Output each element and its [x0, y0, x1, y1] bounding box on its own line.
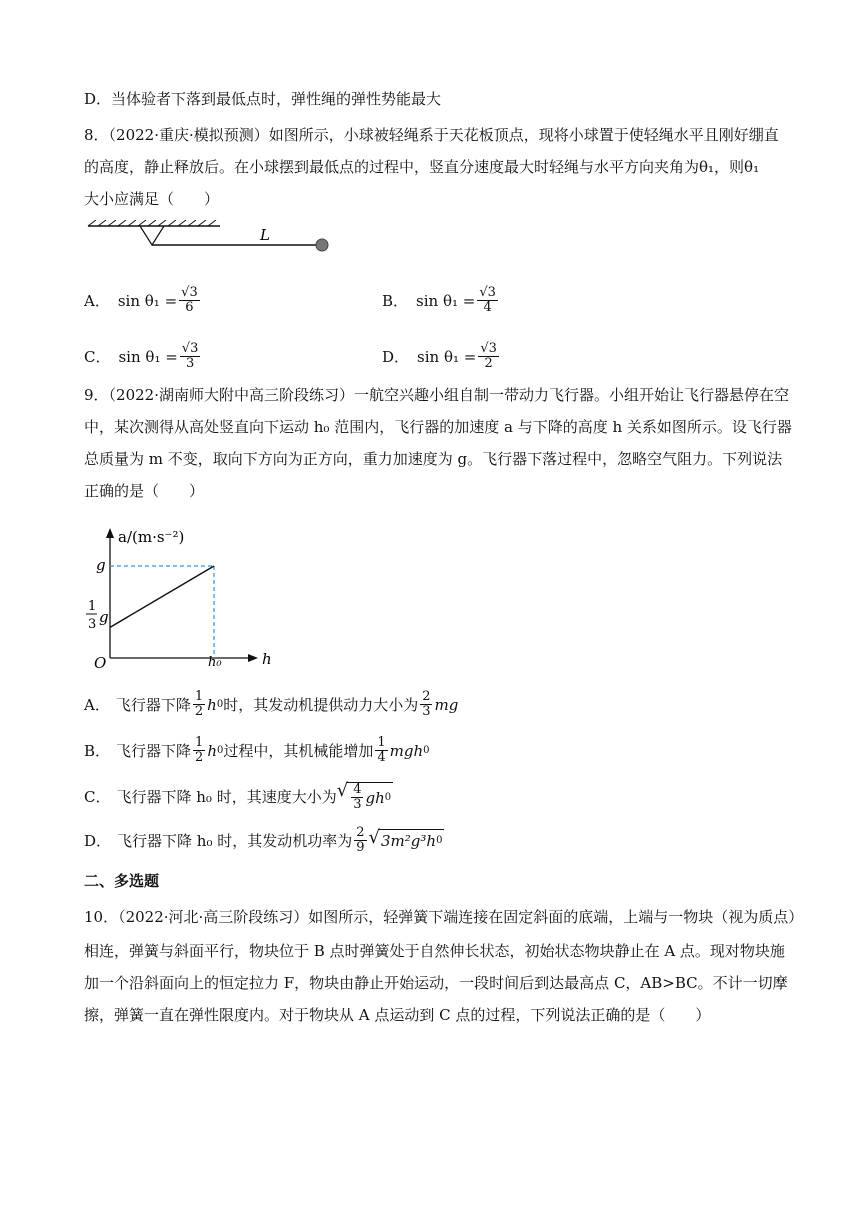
fraction: $\frac{√3}{6}$: [181, 285, 198, 315]
q8-option-c[interactable]: C． sin θ₁ = $\frac{√3}{3}$: [84, 341, 199, 371]
fraction: $\frac{√3}{4}$: [479, 285, 496, 315]
y-start-den: 3: [88, 617, 97, 632]
q8-option-b[interactable]: B． sin θ₁ = $\frac{√3}{4}$: [382, 285, 496, 315]
q10-stem-line1: 10．（2022·河北·高三阶段练习）如图所示，轻弹簧下端连接在固定斜面的底端，上端与一物块（视为质点）: [84, 908, 804, 926]
q9-stem-line1: 9．（2022·湖南师大附中高三阶段练习）一航空兴趣小组自制一带动力飞行器。小组开始让飞行器悬停在空: [84, 386, 789, 404]
pivot-support: [140, 226, 164, 245]
q10-stem-line2: 相连，弹簧与斜面平行，物块位于 B 点时弹簧处于自然伸长状态，初始状态物块静止在 A 点。现对物块施: [84, 942, 785, 960]
q8-stem-line2: 的高度，静止释放后。在小球摆到最低点的过程中，竖直分速度最大时轻绳与水平方向夹角为θ₁，则θ₁: [84, 158, 760, 176]
ball: [316, 239, 328, 251]
q8-stem-line1: 8．（2022·重庆·模拟预测）如图所示，小球被轻绳系于天花板顶点，现将小球置于使轻绳水平且刚好绷直: [84, 126, 779, 144]
x-axis-label: h: [262, 650, 272, 668]
q8-pendulum-figure: [84, 220, 344, 262]
y-axis-arrow: [106, 528, 114, 538]
q10-stem-line4: 擦，弹簧一直在弹性限度内。对于物块从 A 点运动到 C 点的过程，下列说法正确的是（ ）: [84, 1006, 711, 1024]
q9-acceleration-graph: [84, 518, 284, 678]
section-heading: 二、多选题: [84, 872, 160, 890]
rope-length-label: L: [260, 226, 270, 244]
x-end-label: h₀: [208, 655, 222, 670]
sqrt: √ $\frac{4}{3}$ gh 0: [336, 780, 392, 812]
x-axis-arrow: [248, 654, 258, 662]
y-axis-label: a/(m·s⁻²): [118, 528, 185, 546]
acceleration-line: [110, 566, 214, 627]
q9-option-c[interactable]: C． 飞行器下降 h₀ 时，其速度大小为 √ $\frac{4}{3}$ gh 0: [84, 780, 392, 812]
q8-stem-line3: 大小应满足（ ）: [84, 190, 220, 208]
q9-stem-line2: 中，某次测得从高处竖直向下运动 h₀ 范围内，飞行器的加速度 a 与下降的高度 h 关系如图所示。设飞行器: [84, 418, 792, 436]
q9-option-d[interactable]: D． 飞行器下降 h₀ 时，其发动机功率为 $\frac{2}{9}$ √ 3m²g³h 0: [84, 825, 443, 855]
q9-option-b[interactable]: B． 飞行器下降 $\frac{1}{2}$ h 0 过程中，其机械能增加 $\frac{1}{4}$ mgh 0: [84, 735, 430, 765]
q8-option-d[interactable]: D． sin θ₁ = $\frac{√3}{2}$: [382, 341, 497, 371]
y-start-g: g: [99, 608, 109, 626]
q8-option-a[interactable]: A． sin θ₁ = $\frac{√3}{6}$: [84, 285, 198, 315]
q9-stem-line3: 总质量为 m 不变，取向下方向为正方向，重力加速度为 g。飞行器下落过程中，忽略空气阻力。下列说法: [84, 450, 783, 468]
q9-option-a[interactable]: A． 飞行器下降 $\frac{1}{2}$ h 0 时，其发动机提供动力大小为 $\frac{2}{3}$ mg: [84, 689, 459, 719]
q9-stem-line4: 正确的是（ ）: [84, 482, 205, 500]
fraction: $\frac{√3}{3}$: [181, 341, 199, 371]
y-g-label: g: [96, 556, 106, 574]
fraction: $\frac{√3}{2}$: [480, 341, 497, 371]
q10-stem-line3: 加一个沿斜面向上的恒定拉力 F，物块由静止开始运动，一段时间后到达最高点 C，AB>BC。不计一切摩: [84, 974, 788, 992]
sqrt: √ 3m²g³h 0: [368, 827, 443, 850]
q7-option-d: D．当体验者下落到最低点时，弹性绳的弹性势能最大: [84, 90, 442, 108]
y-start-num: 1: [88, 599, 97, 614]
ceiling-hatching: [88, 220, 216, 226]
origin-label: O: [94, 654, 107, 672]
